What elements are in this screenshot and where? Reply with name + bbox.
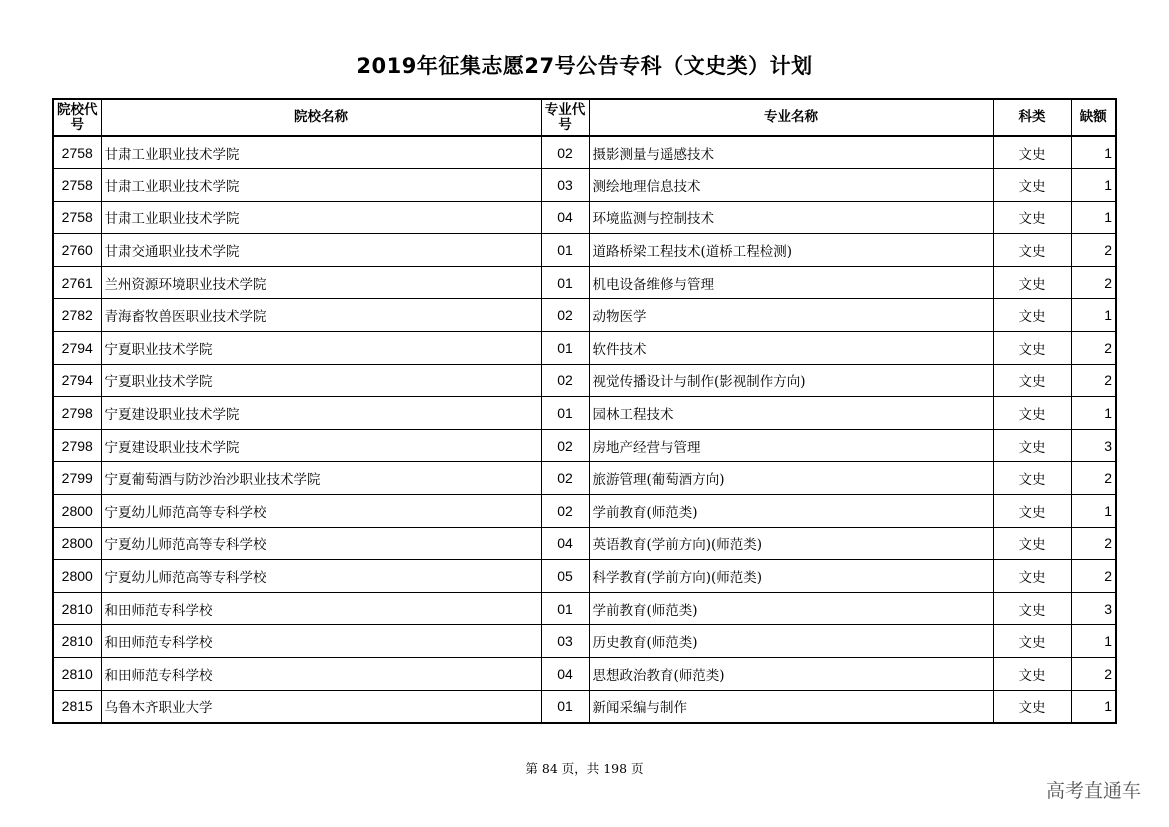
cell-major-name: 学前教育(师范类)	[589, 495, 993, 528]
cell-major-code: 01	[541, 397, 589, 430]
cell-vacancy: 3	[1071, 592, 1116, 625]
cell-vacancy: 1	[1071, 299, 1116, 332]
cell-major-code: 01	[541, 592, 589, 625]
table-row	[53, 690, 1116, 723]
cell-major-name: 机电设备维修与管理	[589, 266, 993, 299]
cell-major-code: 01	[541, 332, 589, 365]
cell-school-code: 2800	[53, 527, 101, 560]
table-row	[53, 234, 1116, 267]
header-category: 科类	[993, 99, 1071, 136]
cell-school-name: 和田师范专科学校	[101, 592, 541, 625]
cell-major-name: 环境监测与控制技术	[589, 201, 993, 234]
table-row	[53, 397, 1116, 430]
cell-school-name: 兰州资源环境职业技术学院	[101, 266, 541, 299]
cell-category: 文史	[993, 658, 1071, 691]
table-row	[53, 364, 1116, 397]
cell-school-name: 青海畜牧兽医职业技术学院	[101, 299, 541, 332]
header-vacancy: 缺额	[1071, 99, 1116, 136]
table-header-row	[53, 99, 1116, 136]
cell-category: 文史	[993, 690, 1071, 723]
cell-school-name: 乌鲁木齐职业大学	[101, 690, 541, 723]
cell-major-name: 房地产经营与管理	[589, 429, 993, 462]
page-title: 2019年征集志愿27号公告专科（文史类）计划	[356, 54, 813, 78]
cell-major-code: 01	[541, 690, 589, 723]
table-row	[53, 625, 1116, 658]
cell-major-name: 动物医学	[589, 299, 993, 332]
cell-school-name: 甘肃交通职业技术学院	[101, 234, 541, 267]
cell-school-name: 宁夏幼儿师范高等专科学校	[101, 527, 541, 560]
cell-major-name: 历史教育(师范类)	[589, 625, 993, 658]
cell-category: 文史	[993, 527, 1071, 560]
cell-school-code: 2758	[53, 201, 101, 234]
cell-major-code: 02	[541, 299, 589, 332]
table-row	[53, 462, 1116, 495]
cell-school-code: 2794	[53, 332, 101, 365]
table-row	[53, 201, 1116, 234]
cell-vacancy: 3	[1071, 429, 1116, 462]
cell-school-code: 2794	[53, 364, 101, 397]
cell-school-name: 甘肃工业职业技术学院	[101, 136, 541, 169]
table-row	[53, 266, 1116, 299]
cell-school-name: 和田师范专科学校	[101, 625, 541, 658]
cell-category: 文史	[993, 560, 1071, 593]
cell-vacancy: 1	[1071, 625, 1116, 658]
cell-major-name: 道路桥梁工程技术(道桥工程检测)	[589, 234, 993, 267]
table-body	[53, 136, 1116, 723]
cell-category: 文史	[993, 136, 1071, 169]
header-major-name: 专业名称	[589, 99, 993, 136]
cell-school-name: 宁夏幼儿师范高等专科学校	[101, 560, 541, 593]
cell-school-name: 甘肃工业职业技术学院	[101, 169, 541, 202]
cell-school-name: 和田师范专科学校	[101, 658, 541, 691]
cell-major-name: 思想政治教育(师范类)	[589, 658, 993, 691]
cell-school-code: 2815	[53, 690, 101, 723]
cell-school-code: 2760	[53, 234, 101, 267]
cell-school-code: 2800	[53, 560, 101, 593]
cell-category: 文史	[993, 299, 1071, 332]
cell-major-code: 03	[541, 625, 589, 658]
cell-major-code: 04	[541, 527, 589, 560]
cell-major-name: 视觉传播设计与制作(影视制作方向)	[589, 364, 993, 397]
cell-major-code: 05	[541, 560, 589, 593]
cell-school-code: 2800	[53, 495, 101, 528]
cell-category: 文史	[993, 234, 1071, 267]
cell-vacancy: 2	[1071, 364, 1116, 397]
cell-major-code: 01	[541, 234, 589, 267]
cell-school-code: 2798	[53, 397, 101, 430]
cell-category: 文史	[993, 266, 1071, 299]
cell-major-code: 02	[541, 364, 589, 397]
cell-vacancy: 2	[1071, 462, 1116, 495]
cell-school-code: 2798	[53, 429, 101, 462]
cell-vacancy: 2	[1071, 266, 1116, 299]
table-row	[53, 560, 1116, 593]
cell-category: 文史	[993, 592, 1071, 625]
cell-category: 文史	[993, 332, 1071, 365]
cell-vacancy: 2	[1071, 234, 1116, 267]
cell-school-name: 甘肃工业职业技术学院	[101, 201, 541, 234]
cell-major-code: 02	[541, 462, 589, 495]
cell-major-code: 03	[541, 169, 589, 202]
cell-school-code: 2758	[53, 136, 101, 169]
table-row	[53, 136, 1116, 169]
table-row	[53, 429, 1116, 462]
cell-category: 文史	[993, 364, 1071, 397]
table-row	[53, 332, 1116, 365]
cell-major-name: 软件技术	[589, 332, 993, 365]
cell-vacancy: 1	[1071, 397, 1116, 430]
cell-category: 文史	[993, 495, 1071, 528]
header-school-code: 院校代号	[53, 99, 101, 136]
cell-school-code: 2810	[53, 625, 101, 658]
cell-school-code: 2799	[53, 462, 101, 495]
cell-vacancy: 2	[1071, 332, 1116, 365]
cell-vacancy: 1	[1071, 690, 1116, 723]
cell-category: 文史	[993, 397, 1071, 430]
cell-vacancy: 1	[1071, 495, 1116, 528]
cell-major-name: 新闻采编与制作	[589, 690, 993, 723]
cell-school-code: 2782	[53, 299, 101, 332]
cell-school-code: 2758	[53, 169, 101, 202]
cell-major-name: 科学教育(学前方向)(师范类)	[589, 560, 993, 593]
table-row	[53, 299, 1116, 332]
cell-school-name: 宁夏建设职业技术学院	[101, 429, 541, 462]
cell-category: 文史	[993, 462, 1071, 495]
cell-school-name: 宁夏葡萄酒与防沙治沙职业技术学院	[101, 462, 541, 495]
cell-vacancy: 1	[1071, 201, 1116, 234]
cell-school-name: 宁夏建设职业技术学院	[101, 397, 541, 430]
table-row	[53, 592, 1116, 625]
cell-vacancy: 1	[1071, 169, 1116, 202]
cell-major-code: 02	[541, 495, 589, 528]
cell-school-code: 2761	[53, 266, 101, 299]
cell-vacancy: 2	[1071, 560, 1116, 593]
cell-major-code: 02	[541, 429, 589, 462]
cell-school-name: 宁夏职业技术学院	[101, 364, 541, 397]
table-row	[53, 495, 1116, 528]
cell-category: 文史	[993, 169, 1071, 202]
cell-vacancy: 2	[1071, 527, 1116, 560]
cell-category: 文史	[993, 429, 1071, 462]
table-row	[53, 527, 1116, 560]
cell-major-name: 摄影测量与遥感技术	[589, 136, 993, 169]
cell-major-code: 04	[541, 201, 589, 234]
cell-major-name: 学前教育(师范类)	[589, 592, 993, 625]
cell-category: 文史	[993, 201, 1071, 234]
cell-school-code: 2810	[53, 658, 101, 691]
header-school-name: 院校名称	[101, 99, 541, 136]
cell-major-code: 04	[541, 658, 589, 691]
cell-major-name: 测绘地理信息技术	[589, 169, 993, 202]
header-major-code: 专业代号	[541, 99, 589, 136]
cell-vacancy: 1	[1071, 136, 1116, 169]
cell-school-name: 宁夏职业技术学院	[101, 332, 541, 365]
table-row	[53, 169, 1116, 202]
cell-school-code: 2810	[53, 592, 101, 625]
enrollment-plan-table	[52, 98, 1117, 724]
cell-major-code: 02	[541, 136, 589, 169]
cell-vacancy: 2	[1071, 658, 1116, 691]
cell-major-code: 01	[541, 266, 589, 299]
page-number-footer: 第 84 页，共 198 页	[525, 761, 644, 776]
cell-major-name: 旅游管理(葡萄酒方向)	[589, 462, 993, 495]
watermark-logo: 高考直通车	[1045, 780, 1141, 802]
cell-major-name: 英语教育(学前方向)(师范类)	[589, 527, 993, 560]
cell-category: 文史	[993, 625, 1071, 658]
table-row	[53, 658, 1116, 691]
cell-school-name: 宁夏幼儿师范高等专科学校	[101, 495, 541, 528]
cell-major-name: 园林工程技术	[589, 397, 993, 430]
